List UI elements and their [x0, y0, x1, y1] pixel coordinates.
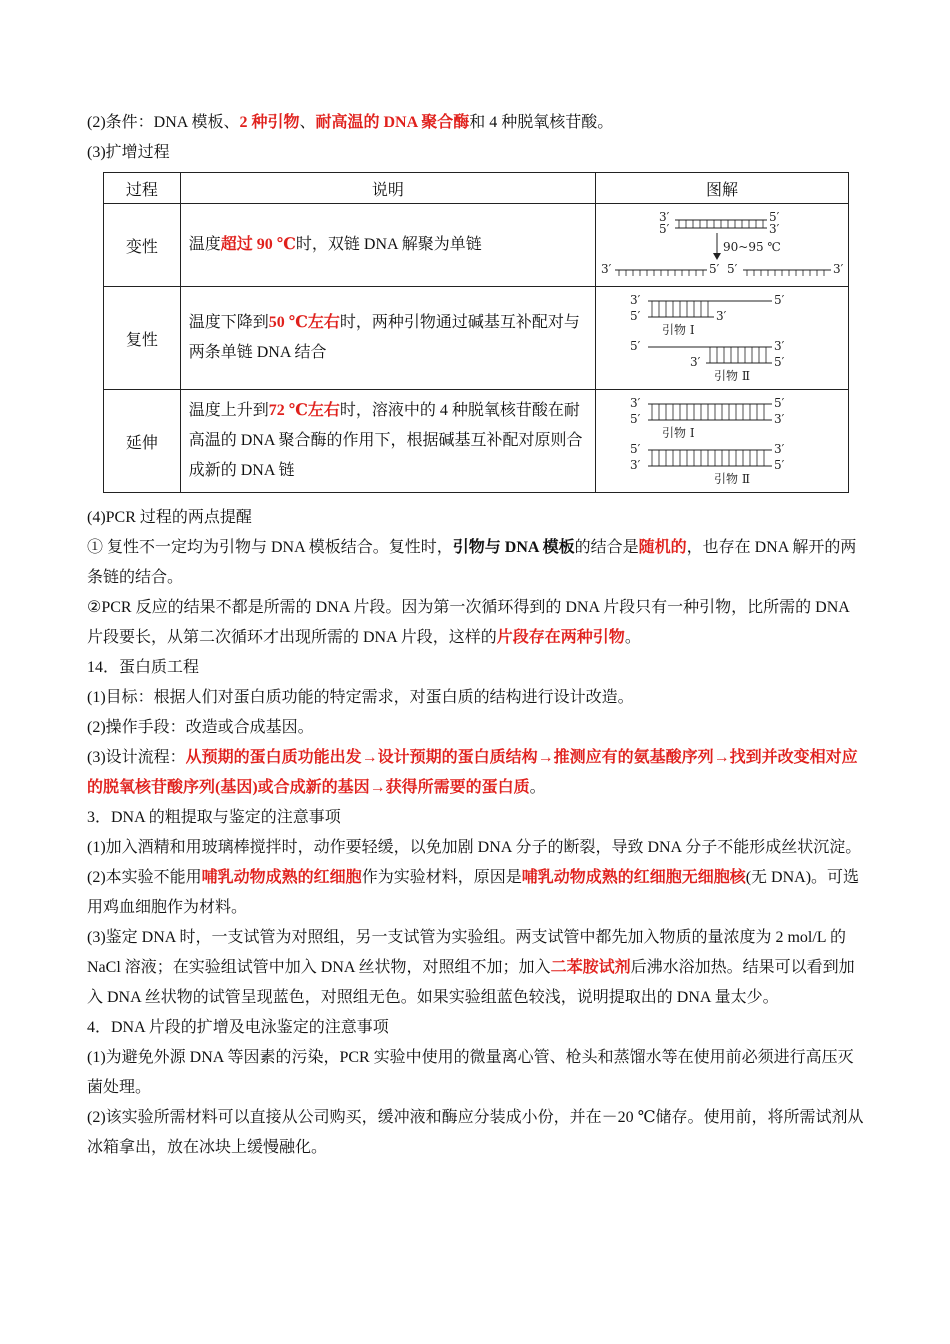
- label-3prime: 3′: [630, 396, 641, 410]
- tip2-highlight: 片段存在两种引物: [496, 629, 625, 646]
- label-5prime: 5′: [709, 262, 720, 276]
- header-diagram: 图解: [596, 173, 849, 204]
- anneal-svg: [622, 290, 822, 386]
- dna-extract-p2: [87, 863, 867, 923]
- section-3-title: 3．DNA 的粗提取与鉴定的注意事项: [87, 809, 341, 826]
- label-5prime: 5′: [630, 442, 641, 456]
- pcr-note-p1: (1)为避免外源 DNA 等因素的污染，PCR 实验中使用的微量离心管、枪头和蒸馏水等在使用前必须进行高压灭菌处理。: [87, 1049, 854, 1096]
- label-3prime: 3′: [690, 355, 701, 369]
- p2-text: (2)本实验不能用: [87, 869, 202, 886]
- arrow-head: [713, 253, 721, 260]
- dna-extract-p3: [87, 923, 867, 1013]
- conditions-text: (2)条件：DNA 模板、: [87, 114, 240, 131]
- tip1-bold: 引物与 DNA 模板: [452, 539, 575, 556]
- desc-text: 时，溶液中的 4 种脱氧核苷酸在耐高温的 DNA 聚合酶的作用下，根据碱基互补配对原则合成新的 DNA 链: [188, 402, 583, 479]
- desc-text: 时，两种引物通过碱基互补配对与两条单链 DNA 结合: [188, 314, 580, 361]
- label-5prime: 5′: [774, 458, 785, 472]
- desc-text: 温度下降到: [188, 314, 269, 331]
- header-process: 过程: [104, 173, 181, 204]
- pcr-process-table: [103, 172, 849, 493]
- label-3prime: 3′: [774, 442, 785, 456]
- tip2-text: 。: [624, 629, 641, 646]
- label-3prime: 3′: [630, 293, 641, 307]
- label-5prime: 5′: [630, 412, 641, 426]
- tip1-paragraph: [87, 533, 867, 593]
- label-5prime: 5′: [774, 355, 785, 369]
- p2-text: 作为实验材料，原因是: [361, 869, 522, 886]
- primer2-label: 引物 Ⅱ: [714, 369, 750, 383]
- step-description: [180, 390, 595, 493]
- conditions-suffix: 和 4 种脱氧核苷酸。: [469, 114, 614, 131]
- label-5prime: 5′: [659, 222, 670, 236]
- temperature-label: 90~95 ℃: [723, 240, 781, 254]
- p2-highlight: 哺乳动物成熟的红细胞无细胞核: [521, 869, 746, 886]
- tip1-text: ，也存在 DNA 解开的两条链的结合。: [87, 539, 857, 586]
- table-row-anneal: [104, 287, 849, 390]
- label-3prime: 3′: [716, 309, 727, 323]
- flow-end: 。: [529, 779, 546, 796]
- tip1-highlight: 随机的: [638, 539, 687, 556]
- desc-highlight: 72 ℃左右: [268, 402, 340, 419]
- section-14-title: 14．蛋白质工程: [87, 659, 200, 676]
- label-3prime: 3′: [774, 412, 785, 426]
- label-5prime: 5′: [727, 262, 738, 276]
- tip1-text: 的结合是: [574, 539, 639, 556]
- desc-text: 时，双链 DNA 解聚为单链: [295, 236, 482, 253]
- extend-diagram: [596, 390, 849, 493]
- label-3prime: 3′: [601, 262, 612, 276]
- p3-text: (3)鉴定 DNA 时，一支试管为对照组，另一支试管为实验组。两支试管中都先加入物质的量浓度为 2 mol/L 的 NaCl 溶液；在实验组试管中加入 DNA 丝状物，对照组不加；加入: [87, 929, 846, 976]
- table-header-row: [104, 173, 849, 204]
- label-5prime: 5′: [774, 293, 785, 307]
- label-5prime: 5′: [630, 309, 641, 323]
- desc-text: 温度上升到: [188, 402, 269, 419]
- tip2-text: ②PCR 反应的结果不都是所需的 DNA 片段。因为第一次循环得到的 DNA 片段只有一种引物，比所需的 DNA 片段要长，从第二次循环才出现所需的 DNA 片段，这样的: [87, 599, 849, 646]
- denature-diagram: [596, 204, 849, 287]
- label-3prime: 3′: [659, 210, 670, 224]
- highlight-polymerase: 耐高温的 DNA 聚合酶: [315, 114, 470, 131]
- desc-highlight: 50 ℃左右: [268, 314, 340, 331]
- extend-svg: [622, 393, 822, 489]
- label-5prime: 5′: [630, 339, 641, 353]
- p3-text: 后沸水浴加热。结果可以看到加入 DNA 丝状物的试管呈现蓝色，对照组无色。如果实验组蓝色较浅，说明提取出的 DNA 量太少。: [87, 959, 855, 1006]
- label-3prime: 3′: [630, 458, 641, 472]
- label-5prime: 5′: [774, 396, 785, 410]
- primer2-label: 引物 Ⅱ: [714, 472, 750, 486]
- label-5prime: 5′: [769, 210, 780, 224]
- primer1-label: 引物 Ⅰ: [662, 426, 695, 440]
- step-description: [180, 287, 595, 390]
- conditions-paragraph: [87, 108, 867, 138]
- flow-highlight: 从预期的蛋白质功能出发→设计预期的蛋白质结构→推测应有的氨基酸序列→找到并改变相对应的脱氧核苷酸序列(基因)或合成新的基因→获得所需要的蛋白质: [87, 749, 858, 796]
- p2-highlight: 哺乳动物成熟的红细胞: [201, 869, 362, 886]
- tip1-text: ① 复性不一定均为引物与 DNA 模板结合。复性时，: [87, 539, 453, 556]
- p3-highlight: 二苯胺试剂: [550, 959, 631, 976]
- section-4-title: 4．DNA 片段的扩增及电泳鉴定的注意事项: [87, 1019, 389, 1036]
- pcr-note-p2: (2)该实验所需材料可以直接从公司购买，缓冲液和酶应分装成小份，并在－20 ℃储存。使用前，将所需试剂从冰箱拿出，放在冰块上缓慢融化。: [87, 1109, 864, 1156]
- dna-extract-p1: (1)加入酒精和用玻璃棒搅拌时，动作要轻缓，以免加剧 DNA 分子的断裂，导致 DNA 分子不能形成丝状沉淀。: [87, 839, 862, 856]
- protein-goal: (1)目标：根据人们对蛋白质功能的特定需求，对蛋白质的结构进行设计改造。: [87, 689, 634, 706]
- header-description: 说明: [180, 173, 595, 204]
- denature-svg: [597, 207, 847, 283]
- table-row-denature: [104, 204, 849, 287]
- step-name: 变性: [104, 204, 181, 287]
- label-3prime: 3′: [774, 339, 785, 353]
- step-description: [180, 204, 595, 287]
- tip2-paragraph: [87, 593, 867, 653]
- table-row-extend: [104, 390, 849, 493]
- protein-flow: [87, 743, 867, 803]
- step-name: 延伸: [104, 390, 181, 493]
- separator: 、: [299, 114, 316, 131]
- highlight-primers: 2 种引物: [239, 114, 300, 131]
- tips-title: (4)PCR 过程的两点提醒: [87, 509, 252, 526]
- desc-highlight: 超过 90 ℃: [220, 236, 296, 253]
- anneal-diagram: [596, 287, 849, 390]
- label-3prime: 3′: [833, 262, 844, 276]
- document-page: [87, 108, 867, 1163]
- p2-text: (无 DNA)。可选用鸡血细胞作为材料。: [87, 869, 860, 916]
- label-3prime: 3′: [769, 222, 780, 236]
- amplify-title: (3)扩增过程: [87, 144, 170, 161]
- protein-method: (2)操作手段：改造或合成基因。: [87, 719, 314, 736]
- step-name: 复性: [104, 287, 181, 390]
- primer1-label: 引物 Ⅰ: [662, 323, 695, 337]
- flow-label: (3)设计流程：: [87, 749, 186, 766]
- desc-text: 温度: [188, 236, 221, 253]
